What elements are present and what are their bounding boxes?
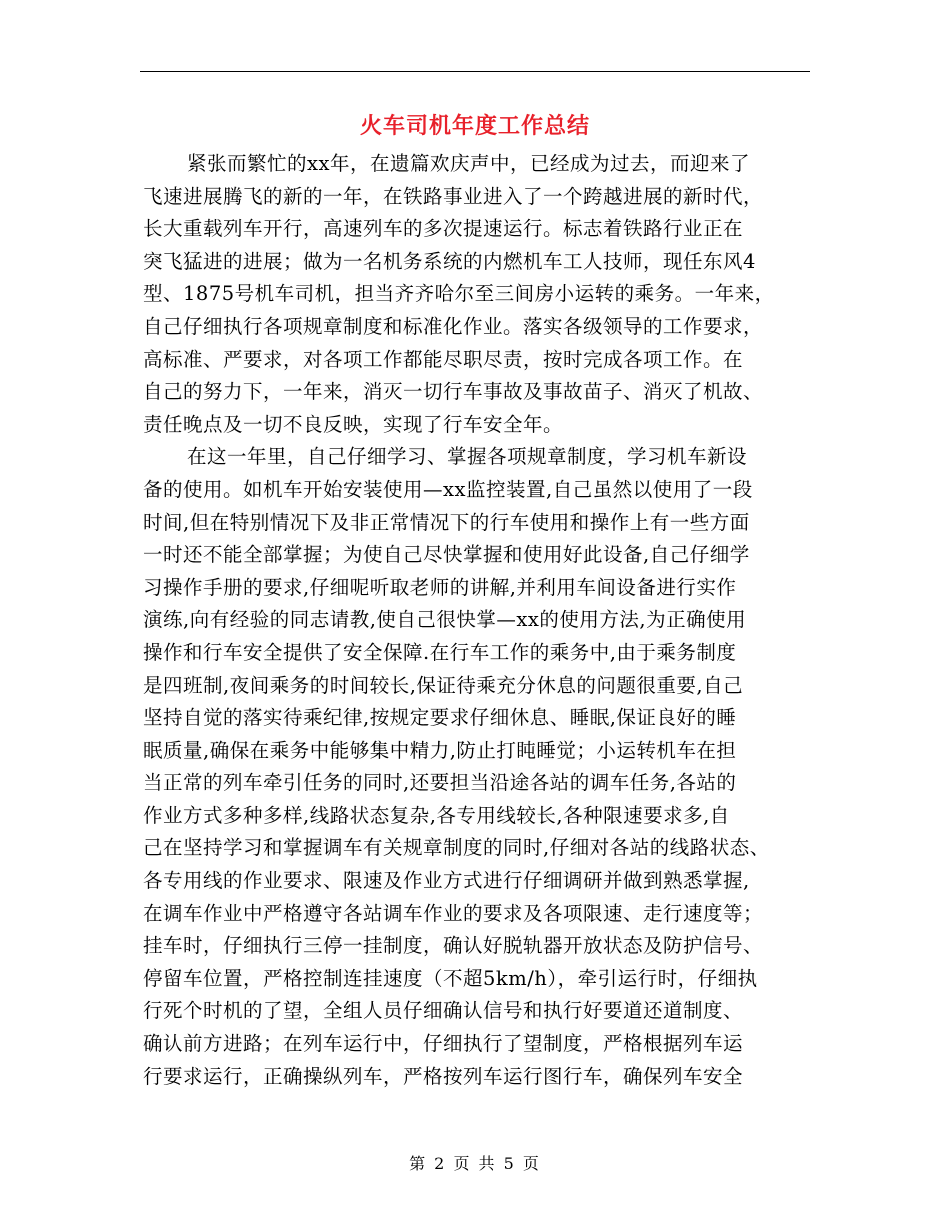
paragraph-line: 挂车时，仔细执行三停一挂制度，确认好脱轨器开放状态及防护信号、	[143, 934, 764, 958]
paragraph-line: 在调车作业中严格遵守各站调车作业的要求及各项限速、走行速度等；	[143, 901, 764, 925]
paragraph-line: 行死个时机的了望，全组人员仔细确认信号和执行好要道还道制度、	[143, 999, 744, 1023]
paragraph-line: 高标准、严要求，对各项工作都能尽职尽责，按时完成各项工作。在	[143, 347, 744, 371]
paragraph-line: 演练,向有经验的同志请教,使自己很快掌—xx的使用方法,为正确使用	[143, 608, 747, 632]
paragraph-line: 作业方式多种多样,线路状态复杂,各专用线较长,各种限速要求多,自	[143, 803, 730, 827]
paragraph-line: 长大重载列车开行，高速列车的多次提速运行。标志着铁路行业正在	[143, 217, 744, 241]
paragraph-line: 突飞猛进的进展；做为一名机务系统的内燃机车工人技师，现任东风4	[143, 249, 756, 273]
paragraph-line: 型、1875号机车司机，担当齐齐哈尔至三间房小运转的乘务。一年来，	[143, 282, 775, 306]
paragraph-line: 己在坚持学习和掌握调车有关规章制度的同时,仔细对各站的线路状态、	[143, 836, 770, 860]
paragraph-line: 责任晚点及一切不良反映，实现了行车安全年。	[143, 412, 564, 436]
page-number-footer: 第 2 页 共 5 页	[409, 1154, 541, 1173]
paragraph-line: 自己的努力下，一年来，消灭一切行车事故及事故苗子、消灭了机故、	[143, 380, 764, 404]
paragraph-1	[143, 148, 815, 441]
header-rule	[140, 71, 810, 72]
paragraph-line: 备的使用。如机车开始安装使用—xx监控装置,自己虽然以使用了一段	[143, 477, 753, 501]
paragraph-line: 时间,但在特别情况下及非正常情况下的行车使用和操作上有一些方面	[143, 510, 750, 534]
paragraph-line: 当正常的列车牵引任务的同时,还要担当沿途各站的调车任务,各站的	[143, 771, 737, 795]
paragraph-line: 坚持自觉的落实待乘纪律,按规定要求仔细休息、睡眠,保证良好的睡	[143, 706, 737, 730]
paragraph-2	[143, 441, 815, 1093]
paragraph-line: 紧张而繁忙的xx年，在遗篇欢庆声中，已经成为过去，而迎来了	[187, 152, 750, 175]
paragraph-line: 操作和行车安全提供了安全保障.在行车工作的乘务中,由于乘务制度	[143, 640, 737, 664]
paragraph-line: 各专用线的作业要求、限速及作业方式进行仔细调研并做到熟悉掌握,	[143, 869, 750, 893]
paragraph-line: 一时还不能全部掌握；为使自己尽快掌握和使用好此设备,自己仔细学	[143, 543, 750, 567]
paragraph-line: 眠质量,确保在乘务中能够集中精力,防止打盹睡觉；小运转机车在担	[143, 738, 737, 762]
paragraph-line: 在这一年里，自己仔细学习、掌握各项规章制度，学习机车新设	[187, 445, 748, 469]
document-title: 火车司机年度工作总结	[359, 113, 590, 139]
paragraph-line: 是四班制,夜间乘务的时间较长,保证待乘充分休息的问题很重要,自己	[143, 673, 744, 697]
paragraph-line: 习操作手册的要求,仔细呢听取老师的讲解,并利用车间设备进行实作	[143, 575, 737, 599]
paragraph-line: 自己仔细执行各项规章制度和标准化作业。落实各级领导的工作要求，	[143, 314, 764, 338]
paragraph-line: 确认前方进路；在列车运行中，仔细执行了望制度，严格根据列车运	[143, 1032, 744, 1056]
paragraph-line: 飞速进展腾飞的新的一年，在铁路事业进入了一个跨越进展的新时代，	[143, 184, 764, 208]
paragraph-line: 行要求运行，正确操纵列车，严格按列车运行图行车，确保列车安全	[143, 1064, 744, 1088]
paragraph-line: 停留车位置，严格控制连挂速度（不超5km/h），牵引运行时，仔细执	[143, 966, 758, 990]
document-body	[143, 148, 815, 1093]
